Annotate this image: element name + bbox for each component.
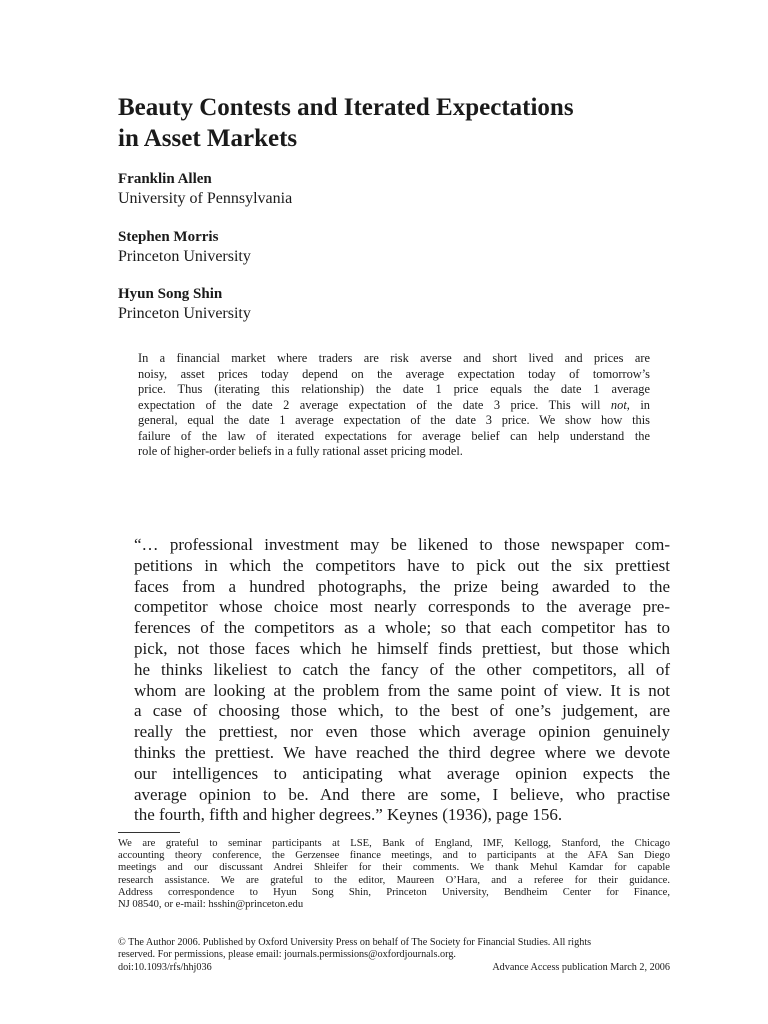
doi-row: [118, 962, 670, 974]
abstract-line: In a financial market where traders are risk averse and short lived and prices are: [138, 351, 650, 365]
copyright-notice: [118, 937, 670, 974]
quote-line: a case of choosing those which, to the best of one’s judgement, are: [134, 701, 670, 721]
quote-line: pick, not those faces which he himself finds prettiest, but those which: [134, 638, 670, 658]
quote-line: the fourth, fifth and higher degrees.” Keynes (1936), page 156.: [134, 805, 563, 825]
abstract-line: role of higher-order beliefs in a fully rational asset pricing model.: [138, 444, 463, 458]
footnote-line: meetings and our discussant Andrei Shleifer for their comments. We thank Mehul Kamdar for capable: [118, 862, 670, 874]
quote-line: really the prettiest, nor even those which average opinion genuinely: [134, 722, 670, 742]
author-name: Franklin Allen: [118, 171, 212, 187]
footnote-line: NJ 08540, or e-mail: hsshin@princeton.edu: [118, 899, 304, 911]
author-affiliation: Princeton University: [118, 305, 251, 322]
quote-line: ferences of the competitors as a whole; so that each competitor has to: [134, 618, 670, 638]
publication-date: Advance Access publication March 2, 2006: [492, 961, 670, 973]
abstract-line: price. Thus (iterating this relationship) the date 1 price equals the date 1 average: [138, 382, 650, 396]
quote-line: whom are looking at the problem from the same point of view. It is not: [134, 680, 670, 700]
emphasis-not: not: [610, 397, 627, 412]
author-name: Hyun Song Shin: [118, 286, 223, 302]
quote-line: our intelligences to anticipating what average opinion expects the: [134, 763, 670, 783]
abstract-line: noisy, asset prices today depend on the average expectation today of tomorrow’s: [138, 366, 650, 381]
abstract-text: , in: [626, 397, 650, 412]
acknowledgement-footnote: [118, 838, 670, 911]
author-name: Stephen Morris: [118, 229, 219, 245]
author-block: [118, 285, 678, 324]
quote-line: faces from a hundred photographs, the prize being awarded to the: [134, 576, 670, 596]
copyright-line: reserved. For permissions, please email: journals.permissions@oxfordjournals.org.: [118, 949, 456, 961]
author-affiliation: University of Pennsylvania: [118, 190, 293, 207]
footnote-line: Address correspondence to Hyun Song Shin, Princeton University, Bendheim Center for Finance,: [118, 886, 670, 898]
copyright-line: © The Author 2006. Published by Oxford University Press on behalf of The Society for Financial Studies. All rights: [118, 937, 592, 948]
footnote-line: accounting theory conference, the Gerzensee finance meetings, and to participants at the AFA San Diego: [118, 850, 670, 862]
doi-text: doi:10.1093/rfs/hhj036: [118, 961, 212, 973]
epigraph-quote: [134, 535, 670, 826]
quote-line: average opinion to be. And there are some, I believe, who practise: [134, 784, 670, 804]
title-line: in Asset Markets: [118, 125, 298, 152]
footnote-divider: [118, 832, 180, 833]
abstract-line: general, equal the date 1 average expectation of the date 3 price. We show how this: [138, 413, 650, 427]
abstract: [138, 351, 650, 460]
footnote-line: We are grateful to seminar participants at LSE, Bank of England, IMF, Kellogg, Stanford, the Chicago: [118, 838, 670, 849]
paper-title: [118, 92, 678, 154]
quote-line: thinks the prettiest. We have reached the third degree where we devote: [134, 742, 670, 762]
quote-line: “… professional investment may be likened to those newspaper com-: [134, 535, 670, 554]
quote-line: petitions in which the competitors have to pick out the six prettiest: [134, 555, 670, 575]
author-block: [118, 170, 678, 209]
abstract-line: failure of the law of iterated expectations for average belief can help understand the: [138, 428, 650, 443]
abstract-text: expectation of the date 2 average expectation of the date 3 price. This will: [138, 397, 601, 412]
title-line: Beauty Contests and Iterated Expectations: [118, 94, 574, 121]
footnote-line: research assistance. We are grateful to the editor, Maureen O’Hara, and a referee for their guidance.: [118, 874, 670, 886]
author-block: [118, 228, 678, 267]
quote-line: he thinks likeliest to catch the fancy of the other competitors, all of: [134, 659, 670, 679]
author-affiliation: Princeton University: [118, 248, 251, 265]
abstract-line-italic: [138, 398, 650, 414]
quote-line: competitor whose choice most nearly corresponds to the average pre-: [134, 597, 670, 617]
